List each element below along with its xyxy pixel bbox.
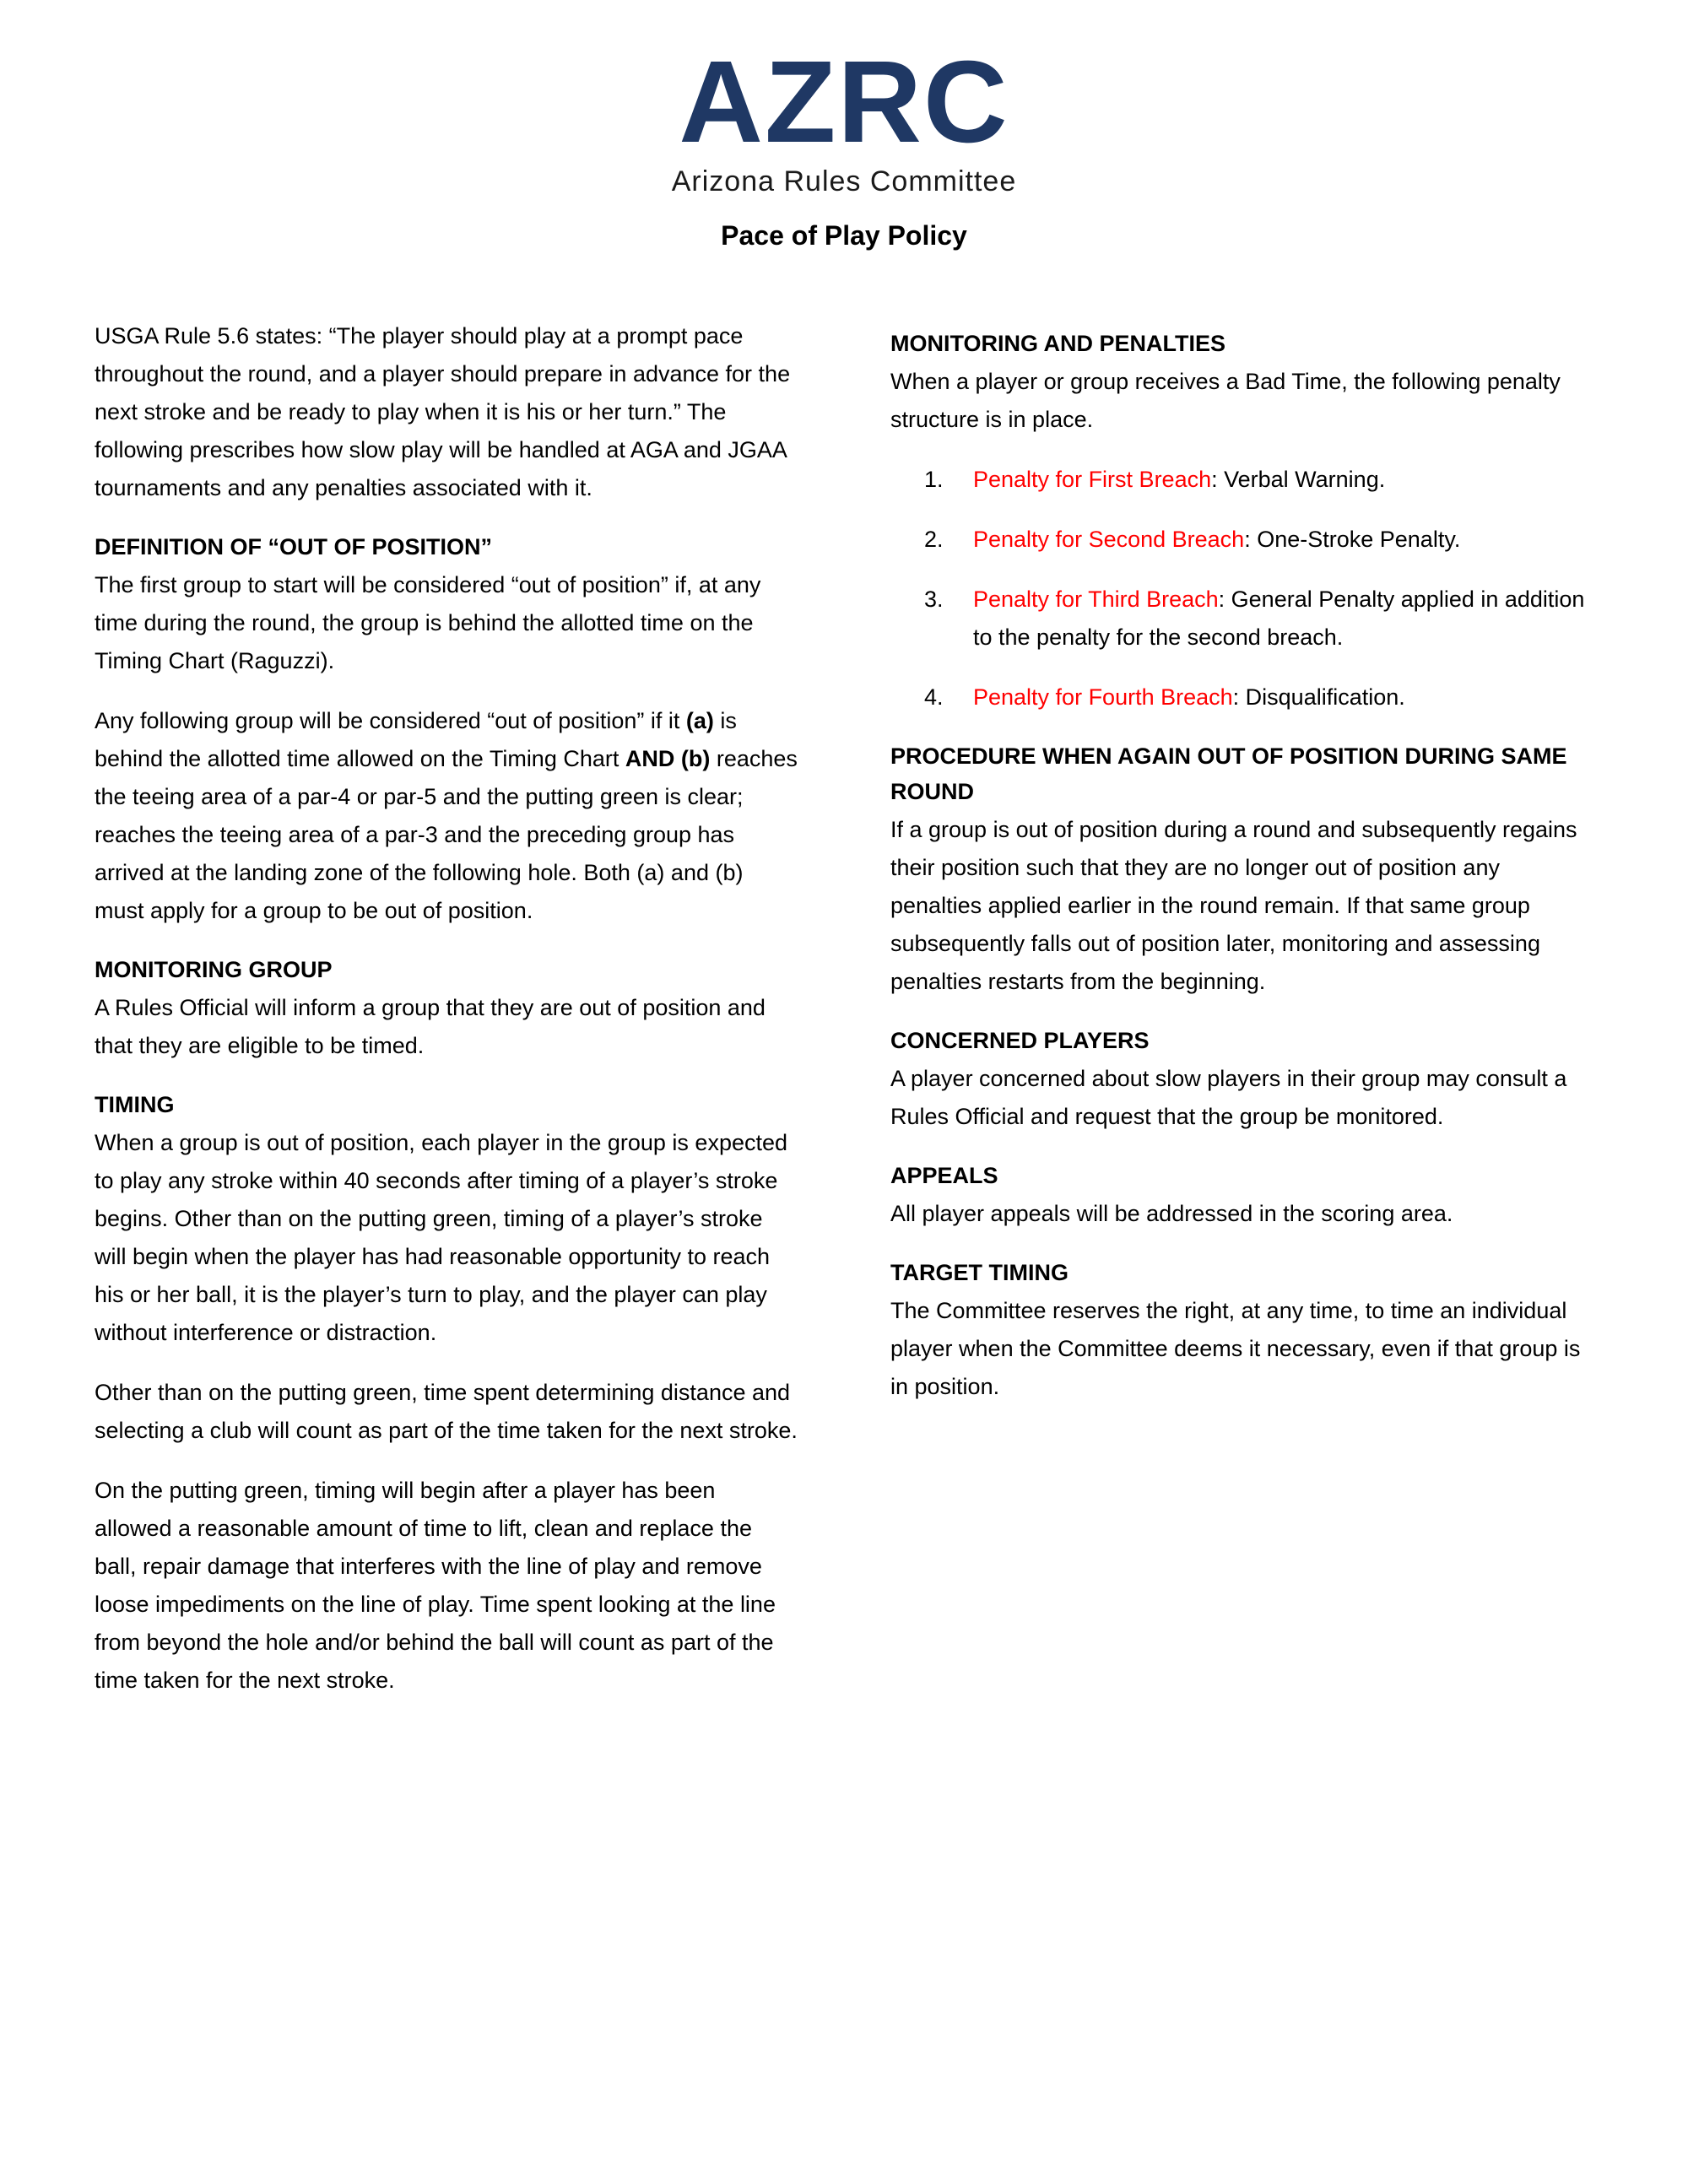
penalty-item-second-breach [924,521,1593,559]
monitoring-group-paragraph: A Rules Official will inform a group that they are out of position and that they are eligible to be timed. [95,995,766,1058]
penalty-text [973,461,1593,499]
timing-paragraph-3: On the putting green, timing will begin after a player has been allowed a reasonable amount of time to lift, clean and replace the ball, repair damage that interferes with the line of play and remove loose impediments on the line of play. Time spent looking at the line from beyond the hole and/or behind the ball will count as part of the time taken for the next stroke. [95,1478,776,1693]
procedure-paragraph: If a group is out of position during a round and subsequently regains their position such that they are no longer out of position any penalties applied earlier in the round remain. If that same group subsequently falls out of position later, monitoring and assessing penalties restarts from the beginning. [890,817,1577,994]
document-header [0,0,1688,251]
timing-paragraph-2: Other than on the putting green, time spent determining distance and selecting a club will count as part of the time taken for the next stroke. [95,1380,798,1443]
penalty-label-red: Penalty for Third Breach [973,587,1219,612]
penalty-text [973,678,1593,716]
heading-procedure-again-out-of-position: PROCEDURE WHEN AGAIN OUT OF POSITION DURING SAME ROUND [890,743,1567,804]
heading-timing: TIMING [95,1092,175,1117]
penalty-text [973,581,1593,657]
list-number: 3. [924,587,944,612]
penalty-label-red: Penalty for Second Breach [973,527,1245,552]
heading-concerned-players: CONCERNED PLAYERS [890,1028,1150,1053]
monitoring-penalties-paragraph: When a player or group receives a Bad Time, the following penalty structure is in place. [890,369,1561,432]
heading-monitoring-group: MONITORING GROUP [95,957,333,982]
list-number: 4. [924,684,944,710]
penalty-consequence: : One-Stroke Penalty. [1244,527,1461,552]
bold-and-b: AND (b) [625,746,711,771]
intro-paragraph: USGA Rule 5.6 states: “The player should play at a prompt pace throughout the round, and a player should prepare in advance for the next stroke and be ready to play when it is his or her turn.” The following prescribes how slow play will be handled at AGA and JGAA tournaments and any penalties associated with it. [95,323,791,500]
two-column-layout [0,317,1688,1722]
text-segment: Any following group will be considered “out of position” if it [95,708,686,733]
target-timing-paragraph: The Committee reserves the right, at any time, to time an individual player when the Committee deems it necessary, even if that group is in position. [890,1298,1581,1399]
penalty-item-fourth-breach [924,678,1593,716]
heading-monitoring-and-penalties: MONITORING AND PENALTIES [890,331,1226,356]
definition-paragraph-1: The first group to start will be considered “out of position” if, at any time during the round, the group is behind the allotted time on the Timing Chart (Raguzzi). [95,572,761,673]
penalty-label-red: Penalty for First Breach [973,467,1212,492]
right-column [890,317,1593,1722]
org-name: Arizona Rules Committee [671,165,1017,197]
document-title: Pace of Play Policy [721,220,967,251]
penalty-list [890,461,1593,716]
concerned-players-paragraph: A player concerned about slow players in their group may consult a Rules Official and request that the group be monitored. [890,1066,1567,1129]
heading-appeals: APPEALS [890,1163,998,1188]
appeals-paragraph: All player appeals will be addressed in the scoring area. [890,1201,1453,1226]
penalty-text [973,521,1593,559]
heading-target-timing: TARGET TIMING [890,1260,1069,1285]
penalty-consequence: : General Penalty applied in addition to the penalty for the second breach. [973,587,1585,650]
penalty-consequence: : Disqualification. [1232,684,1405,710]
penalty-label-red: Penalty for Fourth Breach [973,684,1233,710]
list-number: 2. [924,527,944,552]
text-segment: is behind the allotted time allowed on the Timing Chart [95,708,737,771]
bold-a: (a) [685,708,714,733]
penalty-item-third-breach [924,581,1593,657]
text-segment: reaches the teeing area of a par-4 or par-5 and the putting green is clear; reaches the teeing area of a par-3 and the preceding group has arrived at the landing zone of the following hole. Both (a) and (b) must apply for a group to be out of position. [95,746,798,923]
penalty-item-first-breach [924,461,1593,499]
timing-paragraph-1: When a group is out of position, each player in the group is expected to play any stroke within 40 seconds after timing of a player’s stroke begins. Other than on the putting green, timing of a player’s stroke will begin when the player has had reasonable opportunity to reach his or her ball, it is the player’s turn to play, and the player can play without interference or distraction. [95,1130,788,1345]
penalty-consequence: : Verbal Warning. [1211,467,1386,492]
heading-definition-out-of-position: DEFINITION OF “OUT OF POSITION” [95,534,492,560]
definition-paragraph-2 [95,702,798,930]
left-column [95,317,798,1722]
azrc-logo: AZRC [679,37,1009,167]
list-number: 1. [924,467,944,492]
